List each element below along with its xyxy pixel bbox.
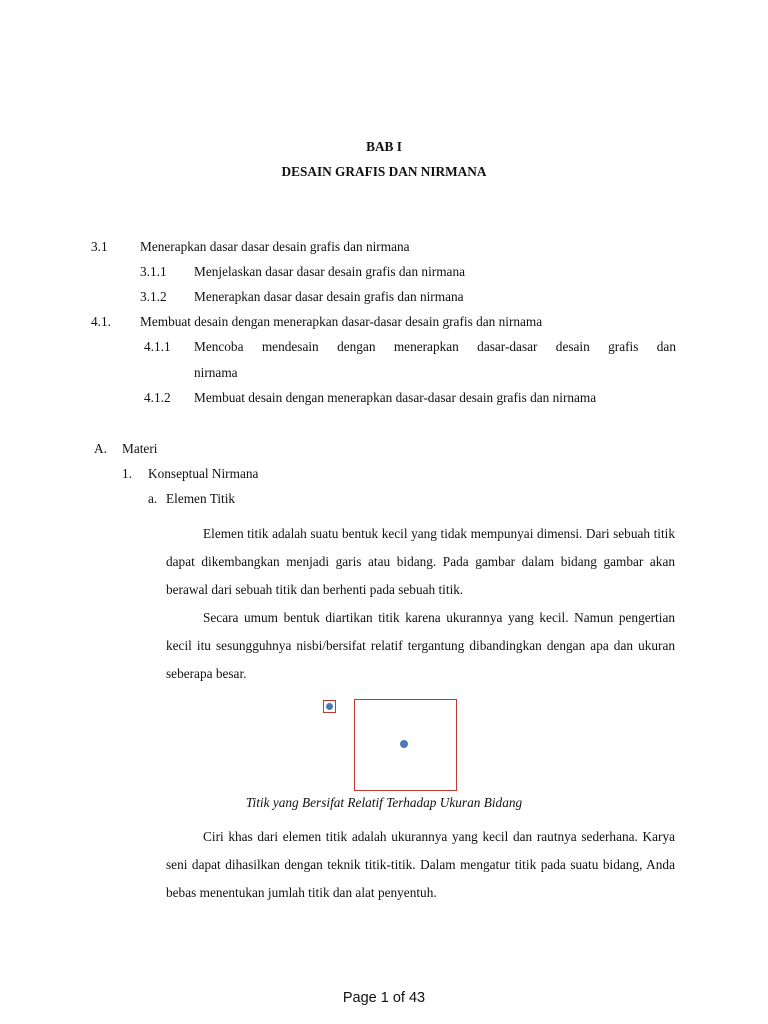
body-paragraph: Ciri khas dari elemen titik adalah ukurannya yang kecil dan rautnya sederhana. Karya seni dapat dihasilkan dengan teknik titik-titik. Dalam mengatur titik pada suatu bidang, Anda bebas menentukan jumlah titik dan alat penyentuh. [166, 829, 675, 900]
body-paragraph: Secara umum bentuk diartikan titik karena ukurannya yang kecil. Namun pengertian kecil itu sesungguhnya nisbi/bersifat relatif tergantung dibandingkan dengan apa dan ukuran seberapa besar. [166, 610, 675, 681]
competency-number: 3.1.2 [140, 289, 167, 304]
subitem-marker: a. [148, 491, 158, 506]
competency-number: 4.1.2 [144, 390, 171, 405]
competency-text: Menjelaskan dasar dasar desain grafis dan nirmana [194, 264, 466, 279]
competency-text-continued: nirnama [194, 365, 238, 380]
page-number: Page 1 of 43 [342, 990, 426, 1006]
competency-text: Membuat desain dengan menerapkan dasar-dasar desain grafis dan nirnama [140, 314, 543, 329]
competency-text: Mencoba mendesain dengan menerapkan dasar-dasar desain grafis dan [194, 339, 676, 354]
chapter-number: BAB I [366, 139, 402, 154]
subitem-label: Elemen Titik [166, 491, 236, 506]
dot-icon [326, 703, 333, 710]
competency-number: 4.1.1 [144, 339, 171, 354]
item-label: Konseptual Nirmana [148, 466, 259, 481]
chapter-title: DESAIN GRAFIS DAN NIRMANA [281, 164, 487, 179]
competency-text: Menerapkan dasar dasar desain grafis dan nirmana [194, 289, 464, 304]
competency-number: 4.1. [91, 314, 111, 329]
competency-text: Membuat desain dengan menerapkan dasar-dasar desain grafis dan nirnama [194, 390, 597, 405]
item-marker: 1. [122, 466, 132, 481]
section-label: Materi [122, 441, 158, 456]
section-marker: A. [94, 441, 107, 456]
competency-number: 3.1 [91, 239, 108, 254]
competency-text: Menerapkan dasar dasar desain grafis dan nirmana [140, 239, 410, 254]
large-frame [354, 699, 457, 791]
competency-number: 3.1.1 [140, 264, 167, 279]
body-paragraph: Elemen titik adalah suatu bentuk kecil yang tidak mempunyai dimensi. Dari sebuah titik dapat dikembangkan menjadi garis atau bidang. Pada gambar dalam bidang gambar akan berawal dari sebuah titik dan berhenti pada sebuah titik. [166, 526, 675, 597]
small-frame [323, 700, 336, 713]
dot-icon [400, 740, 408, 748]
figure-caption: Titik yang Bersifat Relatif Terhadap Ukuran Bidang [245, 795, 523, 810]
